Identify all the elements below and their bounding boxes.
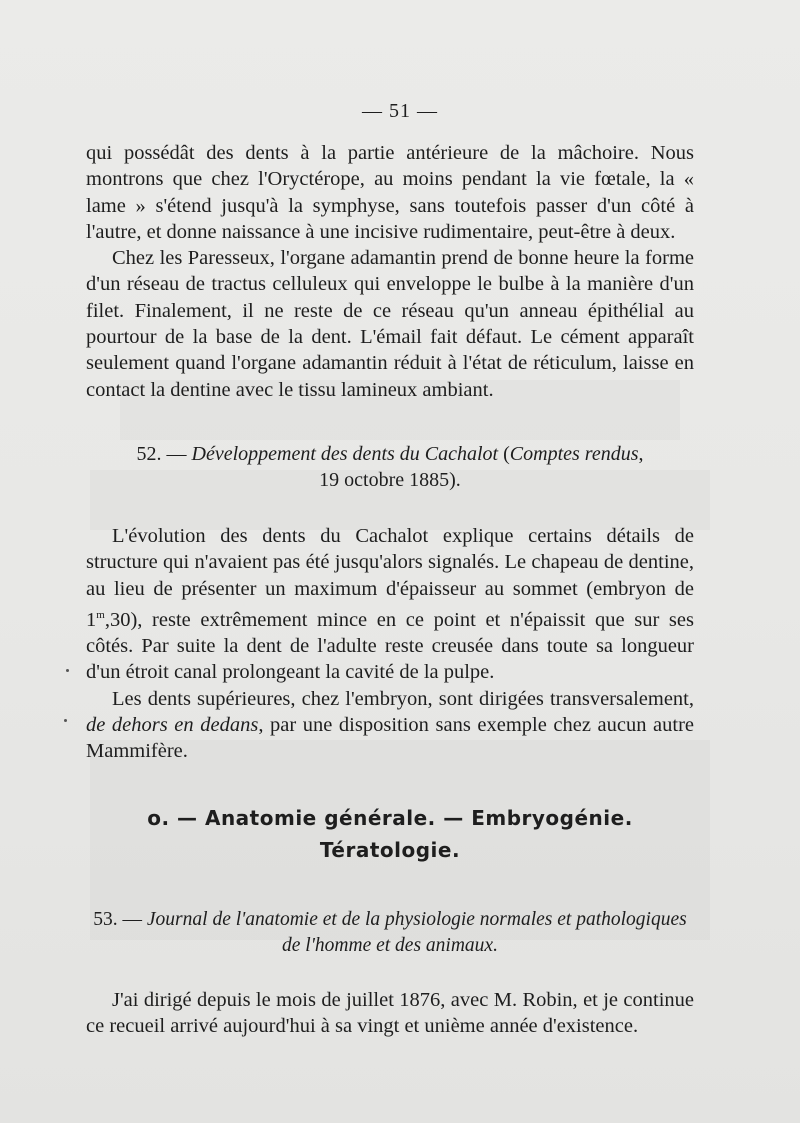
- unit-superscript: m: [96, 608, 105, 621]
- paragraph-text: ,30), reste extrêmement mince en ce point et n'épaissit que sur ses côtés. Par suite la dent de l'adulte reste creusée dans toute sa longueur d'un étroit canal prolongeant la cavité de la pulpe.: [86, 608, 694, 684]
- body-text-top: [86, 140, 694, 403]
- body-text-middle: [86, 523, 694, 765]
- entry-title: Journal de l'anatomie et de la physiologie normales et pathologiques: [146, 909, 687, 930]
- source-comma: ,: [638, 443, 644, 465]
- entry-title: Développement des dents du Cachalot: [191, 443, 499, 465]
- entry-number: 53. —: [93, 909, 143, 930]
- margin-mark: [66, 669, 69, 672]
- paragraph: [86, 523, 694, 686]
- body-text-bottom: [86, 987, 694, 1040]
- section-heading: [86, 802, 694, 866]
- entry-source: Comptes rendus: [509, 443, 639, 465]
- paragraph: Chez les Paresseux, l'organe adamantin prend de bonne heure la forme d'un réseau de tractus celluleux qui enveloppe le bulbe à la manière d'un filet. Finalement, il ne reste de ce réseau qu'un anneau épithélial au pourtour de la base de la dent. L'émail fait défaut. Le cément apparaît seulement quand l'organe adamantin réduit à l'état de réticulum, laisse en contact la dentine avec le tissu lamineux ambiant.: [86, 247, 694, 401]
- entry-title-continued: de l'homme et des animaux.: [282, 935, 498, 956]
- paragraph: qui possédât des dents à la partie antérieure de la mâchoire. Nous montrons que chez l'Oryctérope, au moins pendant la vie fœtale, la « lame » s'étend jusqu'à la symphyse, sans toutefois passer d'un côté à l'autre, et donne naissance à une incisive rudimentaire, peut-être à deux.: [86, 142, 694, 243]
- section-heading-line: o. — Anatomie générale. — Embryogénie.: [147, 806, 633, 830]
- entry-53-heading: [86, 907, 694, 959]
- entry-52-heading: [86, 441, 694, 493]
- margin-mark: [64, 719, 67, 722]
- paragraph: J'ai dirigé depuis le mois de juillet 1876, avec M. Robin, et je continue ce recueil arrivé aujourd'hui à sa vingt et unième année d'existence.: [86, 989, 694, 1038]
- paragraph-text: L'évolution des dents du Cachalot explique certains détails de structure qui n'avaient pas été jusqu'alors signalés. Le chapeau de dentine, au lieu de présenter un maximum d'épaisseur au sommet (embryon de 1: [86, 525, 694, 631]
- page-number: — 51 —: [362, 100, 438, 122]
- section-heading-line: Tératologie.: [319, 838, 461, 862]
- paragraph: [86, 686, 694, 765]
- entry-date: 19 octobre 1885).: [319, 469, 461, 491]
- source-open-paren: (: [503, 443, 510, 465]
- paragraph-text: Les dents supérieures, chez l'embryon, sont dirigées transversalement,: [112, 687, 694, 710]
- paragraph-text: , par une disposition sans exemple chez aucun autre Mammifère.: [86, 713, 694, 763]
- italic-phrase: de dehors en dedans: [86, 713, 259, 736]
- entry-number: 52. —: [136, 443, 187, 465]
